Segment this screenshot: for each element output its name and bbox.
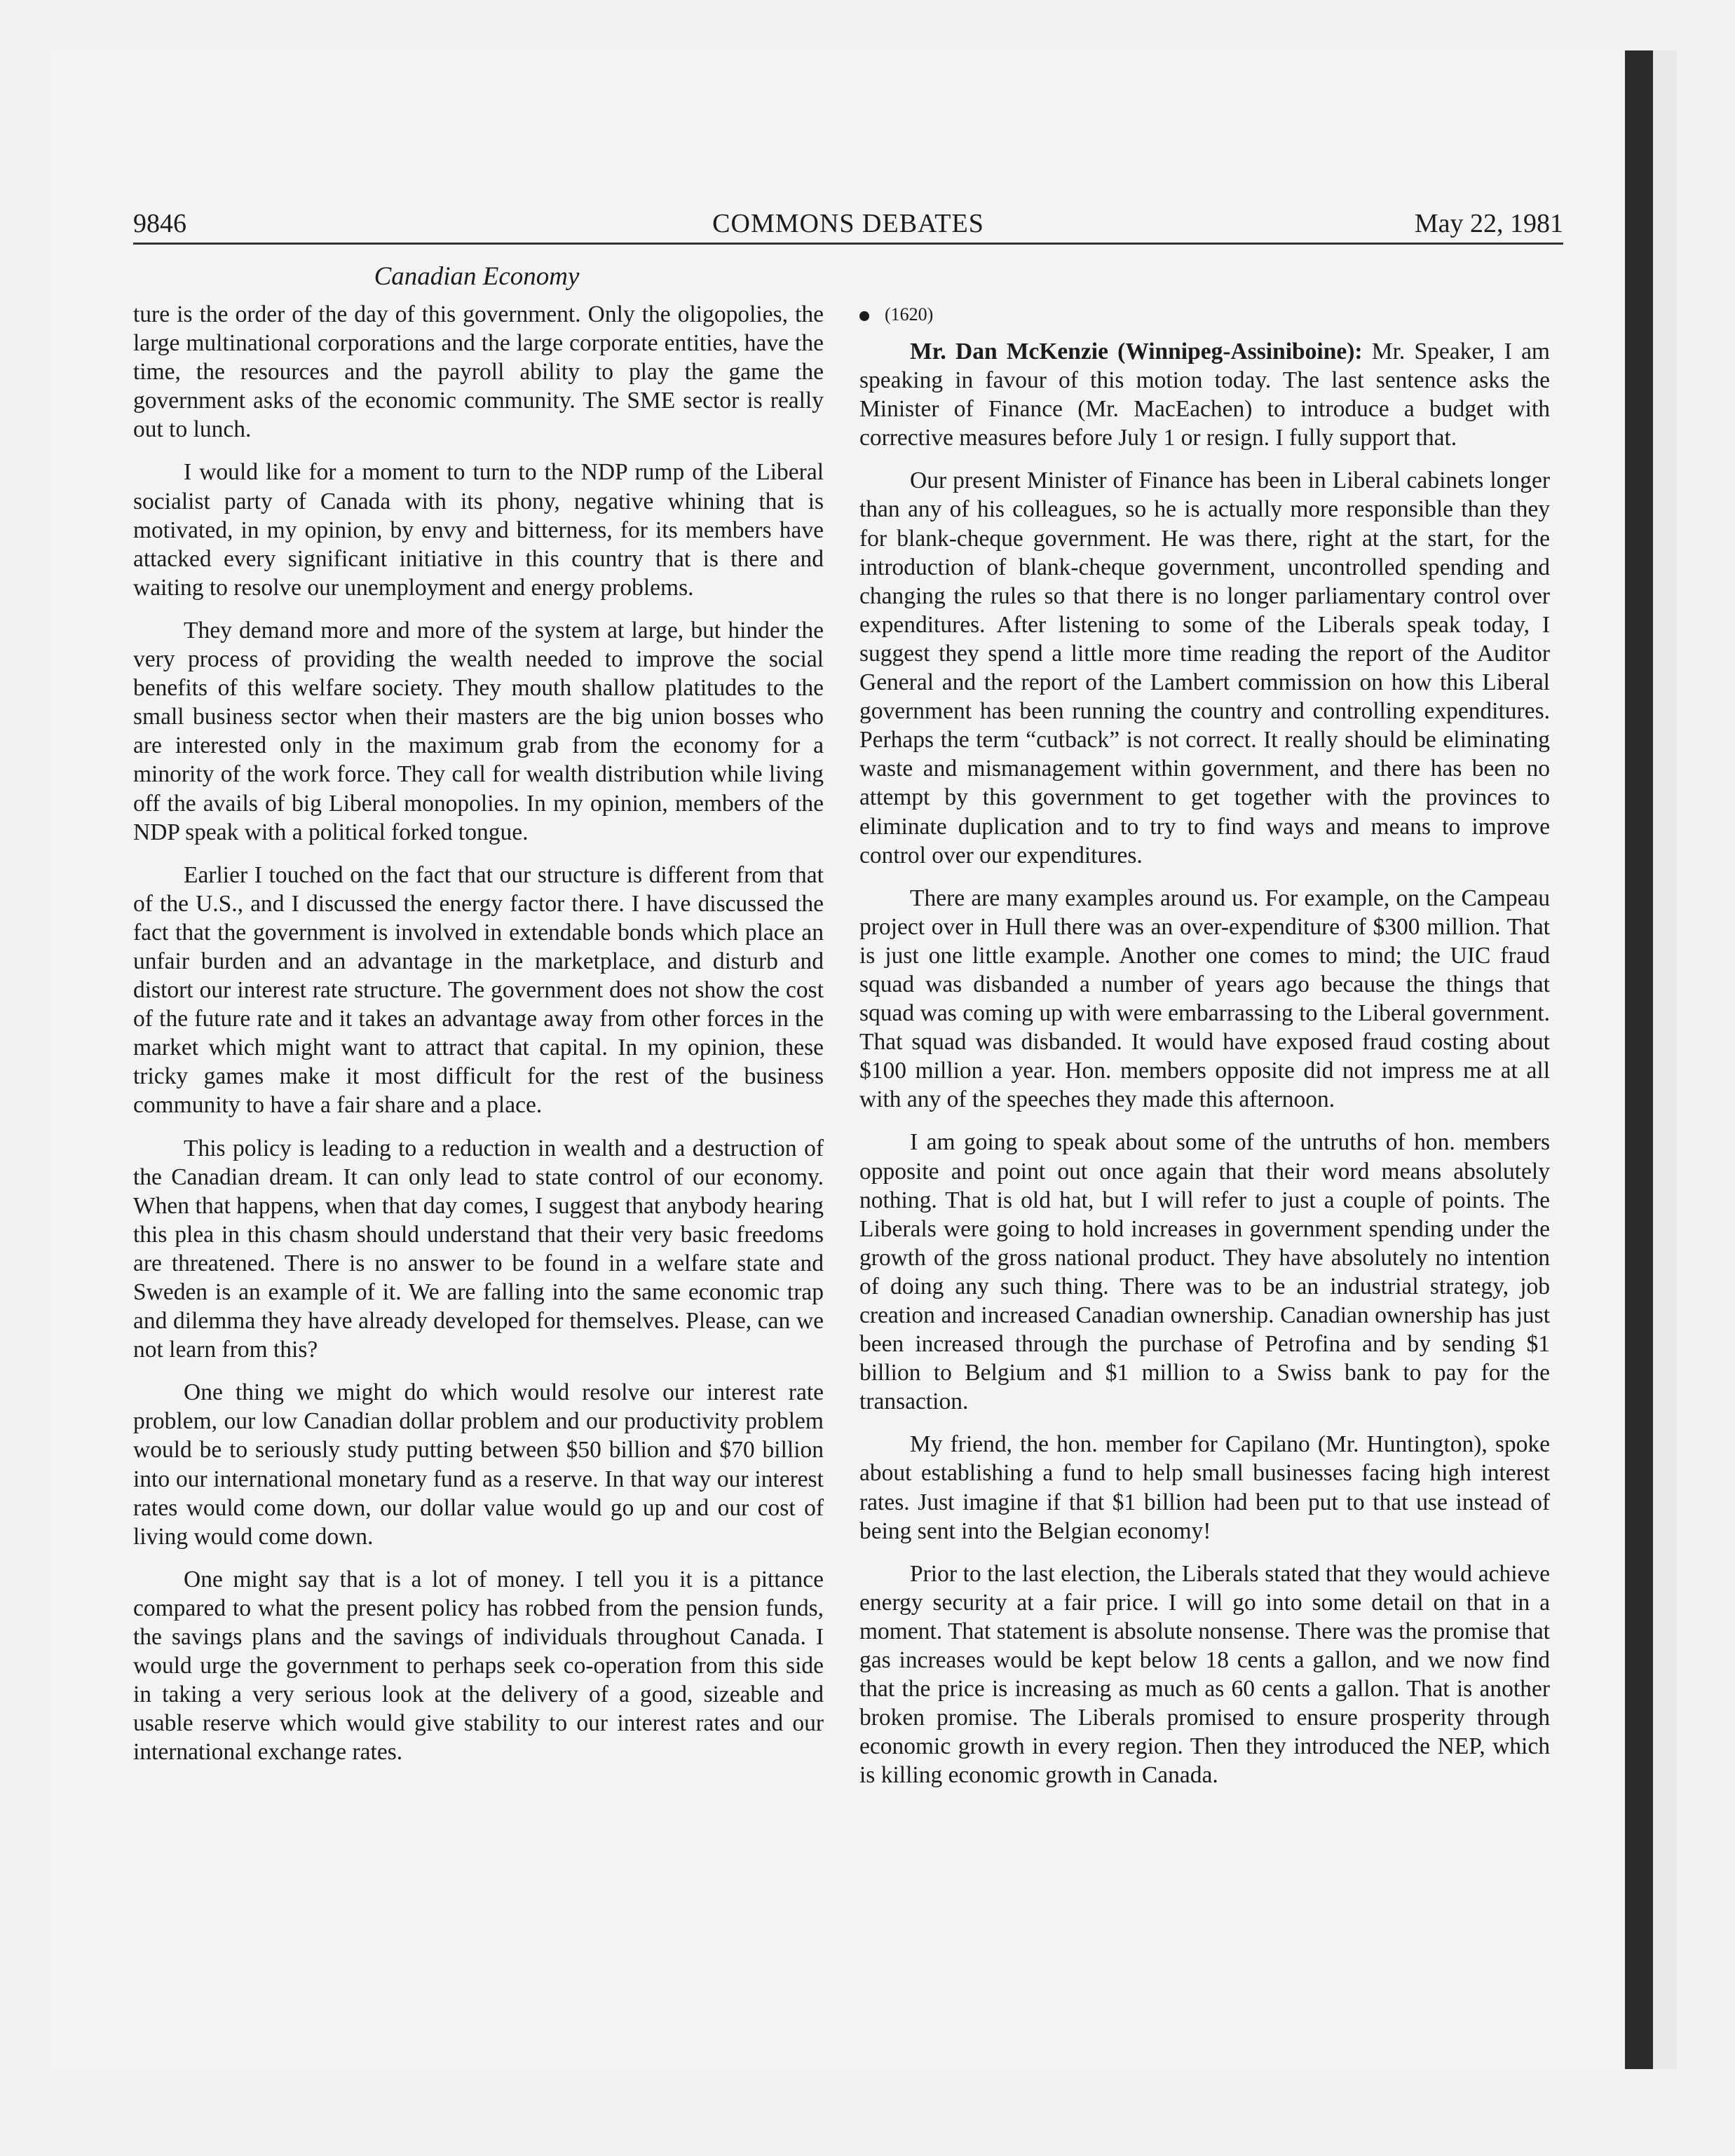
paragraph: Prior to the last election, the Liberals stated that they would achieve energy security at a fair price. I will go into some detail on that in a moment. That statement is absolute nonsense. There was the promise that gas increases would be kept below 18 cents a gallon, and we now find that the price is increasing as much as 60 cents a gallon. That is another broken promise. The Liberals promised to ensure prosperity through economic growth in every region. Then they introduced the NEP, which is killing economic growth in Canada. — [859, 1560, 1550, 1789]
bullet-icon — [859, 311, 869, 321]
speech-opening-text: Mr. Speaker, I am speaking in favour of this motion today. The last sentence asks the Minister of Finance (Mr. MacEachen) to introduce a budget with corrective measures before July 1 or resign. I fully support that. — [859, 339, 1550, 451]
paragraph: One might say that is a lot of money. I tell you it is a pittance compared to what the present policy has robbed from the pension funds, the savings plans and the savings of individuals throughout Canada. I would urge the government to perhaps seek co-operation from this side in taking a very serious look at the delivery of a good, sizeable and usable reserve which would give stability to our interest rates and our international exchange rates. — [133, 1566, 824, 1766]
paragraph: My friend, the hon. member for Capilano (Mr. Huntington), spoke about establishing a fund to help small businesses facing high interest rates. Just imagine if that $1 billion had been put to that use instead of being sent into the Belgian economy! — [859, 1431, 1550, 1544]
paragraph: They demand more and more of the system at large, but hinder the very process of providing the wealth needed to improve the social benefits of this welfare society. They mouth shallow platitudes to the small business sector when their masters are the big union bosses who are interested only in the maximum grab from the economy for a minority of the work force. They call for wealth distribution while living off the avails of big Liberal monopolies. In my opinion, members of the NDP speak with a political forked tongue. — [133, 617, 824, 845]
paragraph: ture is the order of the day of this government. Only the oligopolies, the large multinational corporations and the large corporate entities, have the time, the resources and the payroll ability to play the game the government asks of the economic community. The SME sector is really out to lunch. — [133, 301, 824, 443]
paragraph: I am going to speak about some of the untruths of hon. members opposite and point out once again that their word means absolutely nothing. That is old hat, but I will refer to just a couple of points. The Liberals were going to hold increases in government spending under the growth of the gross national product. They have absolutely no intention of doing any such thing. There was to be an industrial strategy, job creation and increased Canadian ownership. Canadian ownership has just been increased through the purchase of Petrofina and by sending $1 billion to Belgium and $1 million to a Swiss bank to pay for the transaction. — [859, 1129, 1550, 1415]
page-header — [133, 205, 1563, 245]
time-marker-label: (1620) — [885, 304, 934, 325]
paragraph: There are many examples around us. For example, on the Campeau project over in Hull there was an over-expenditure of $300 million. That is just one little example. Another one comes to mind; the UIC fraud squad was disbanded a number of years ago because the things that squad was coming up with were embarrassing to the Liberal government. That squad was disbanded. It would have exposed fraud costing about $100 million a year. Hon. members opposite did not impress me at all with any of the speeches they made this afternoon. — [859, 885, 1550, 1113]
paragraph: Earlier I touched on the fact that our structure is different from that of the U.S., and I discussed the energy factor there. I have discussed the fact that the government is involved in extendable bonds which place an unfair burden and an advantage in the marketplace, and disturb and distort our interest rate structure. The government does not show the cost of the future rate and it takes an advantage away from other forces in the market which might want to attract that capital. In my opinion, these tricky games make it most difficult for the rest of the business community to have a fair share and a place. — [133, 861, 824, 1119]
paragraph: I would like for a moment to turn to the NDP rump of the Liberal socialist party of Canada with its phony, negative whining that is motivated, in my opinion, by envy and bitterness, for its members have attacked every significant initiative in this country that is there and waiting to resolve our unemployment and energy problems. — [133, 459, 824, 601]
paragraph: This policy is leading to a reduction in wealth and a destruction of the Canadian dream. It can only lead to state control of our economy. When that happens, when that day comes, I suggest that anybody hearing this plea in this chasm should understand that their very basic freedoms are threatened. There is no answer to be found in a welfare state and Sweden is an example of it. We are falling into the same economic trap and dilemma they have already developed for themselves. Please, can we not learn from this? — [133, 1135, 824, 1363]
speaker-name: Mr. Dan McKenzie (Winnipeg-Assiniboine): — [910, 339, 1363, 364]
left-column — [133, 300, 824, 1781]
binding-edge — [1625, 50, 1653, 2069]
speech-opening — [859, 337, 1550, 452]
publication-title: COMMONS DEBATES — [712, 209, 984, 238]
page-number: 9846 — [133, 209, 186, 238]
paragraph: One thing we might do which would resolve our interest rate problem, our low Canadian dollar problem and our productivity problem would be to seriously study putting between $50 billion and $70 billion into our international monetary fund as a reserve. In that way our interest rates would come down, our dollar value would go up and our cost of living would come down. — [133, 1379, 824, 1550]
paragraph: Our present Minister of Finance has been in Liberal cabinets longer than any of his colleagues, so he is actually more responsible than they for blank-cheque government. He was there, right at the start, for the introduction of blank-cheque government, uncontrolled spending and changing the rules so that there is no longer parliamentary control over expenditures. After listening to some of the Liberals speak today, I suggest they spend a little more time reading the report of the Auditor General and the report of the Lambert commission on how this Liberal government has been running the country and controlling expenditures. Perhaps the term “cutback” is not correct. It really should be eliminating waste and mismanagement within government, and there has been no attempt by this government to get together with the provinces to eliminate duplication and to try to find ways and means to improve control over our expenditures. — [859, 468, 1550, 868]
time-marker — [859, 300, 1550, 329]
section-title: Canadian Economy — [374, 262, 580, 291]
right-column — [859, 300, 1550, 1804]
publication-date: May 22, 1981 — [1414, 209, 1563, 238]
